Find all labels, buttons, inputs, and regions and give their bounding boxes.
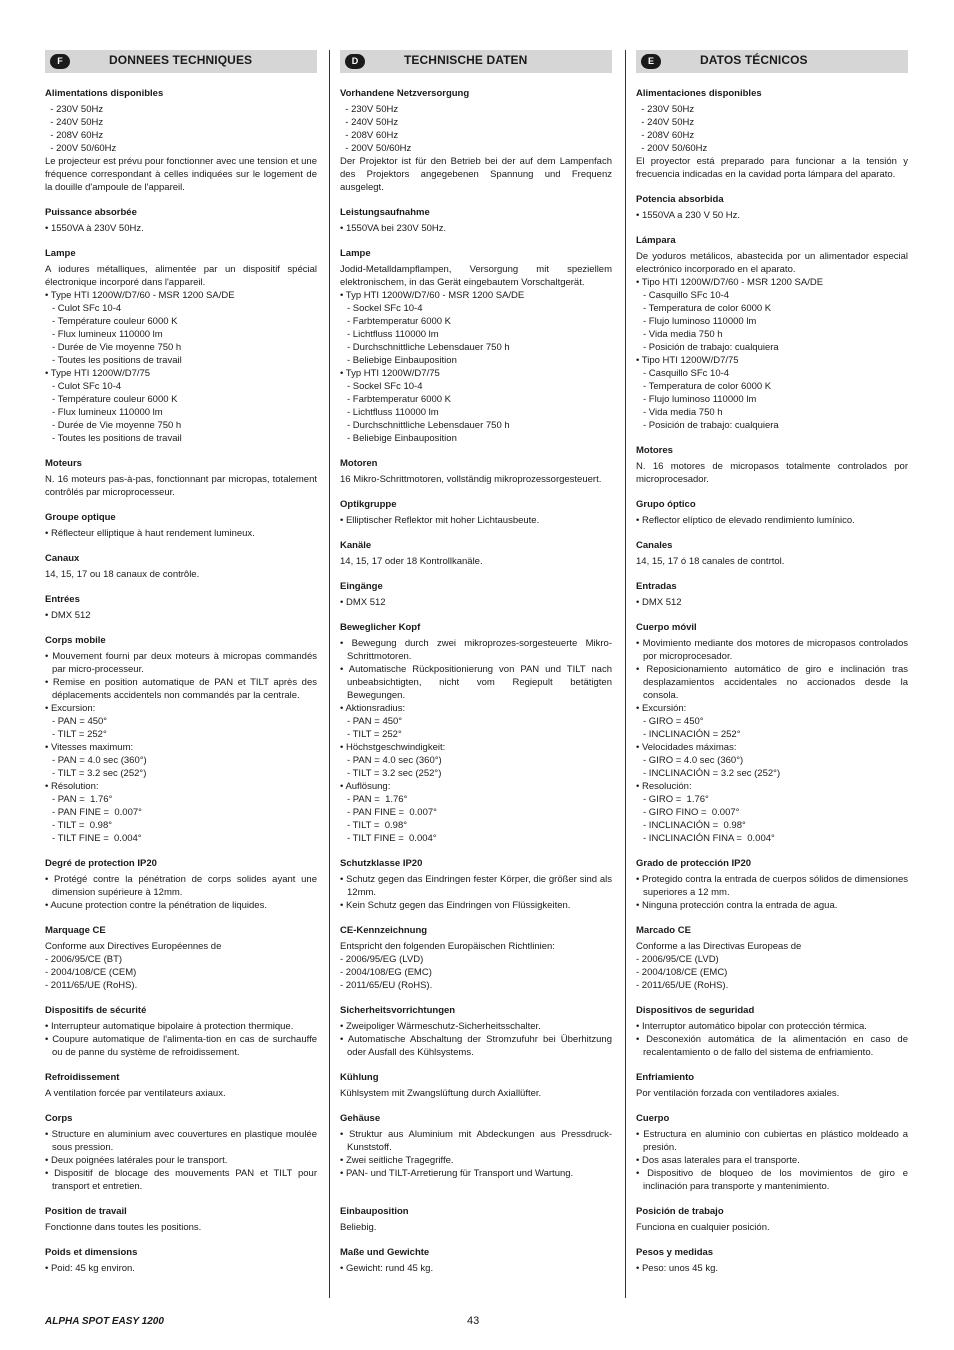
- spec-section-title: Lampe: [340, 248, 371, 259]
- spec-section-title: Vorhandene Netzversorgung: [340, 88, 470, 99]
- spec-section-title: Schutzklasse IP20: [340, 858, 423, 869]
- spec-text: Kühlsystem mit Zwangslüftung durch Axiallüfter.: [340, 1088, 542, 1099]
- bullet-item: • Desconexión automática de la alimentación en caso de recalentamiento o de fallo del sistema de enfriamiento.: [636, 1034, 908, 1058]
- bullet-item: • Dispositivo de bloqueo de los movimientos de giro e inclinación para transporte y mantenimiento.: [636, 1168, 908, 1192]
- spec-section: [636, 1071, 908, 1100]
- spec-section: [340, 621, 612, 845]
- column-divider-1: [329, 50, 330, 1298]
- spec-section: [636, 580, 908, 609]
- spec-section: [636, 444, 908, 486]
- spec-section: [636, 234, 908, 432]
- sub-item: - Farbtemperatur 6000 K: [347, 316, 452, 327]
- spec-text: - 240V 50Hz: [340, 117, 399, 128]
- bullet-item: • Vitesses maximum:: [45, 742, 134, 753]
- bullet-item: • Velocidades máximas:: [636, 742, 737, 753]
- bullet-item: • Bewegung durch zwei mikroprozes-sorgesteuerte Mikro-Schrittmotoren.: [340, 638, 612, 662]
- sub-item: - INCLINACIÓN = 252°: [643, 729, 741, 740]
- spec-section-title: Motores: [636, 445, 673, 456]
- sub-item: - Culot SFc 10-4: [52, 303, 122, 314]
- bullet-item: • Typ HTI 1200W/D7/60 - MSR 1200 SA/DE: [340, 290, 525, 301]
- spec-section: [636, 621, 908, 845]
- bullet-item: • Struktur aus Aluminium mit Abdeckungen aus Pressdruck-Kunststoff.: [340, 1129, 612, 1153]
- spec-text: - 2011/65/UE (RoHS).: [45, 980, 138, 991]
- spec-section: [340, 206, 612, 235]
- sub-item: - Temperatura de color 6000 K: [643, 303, 772, 314]
- spec-section: [636, 193, 908, 222]
- spec-section: [45, 1112, 317, 1193]
- sub-item: - TILT = 0.98°: [347, 820, 408, 831]
- spec-text: - 208V 60Hz: [45, 130, 104, 141]
- spec-section: [340, 247, 612, 445]
- sub-item: - Lichtfluss 110000 lm: [347, 407, 439, 418]
- bullet-item: • Excursión:: [636, 703, 687, 714]
- spec-section: [340, 1112, 612, 1193]
- sub-item: - TILT = 252°: [347, 729, 402, 740]
- spec-section-title: Kanäle: [340, 540, 372, 551]
- spec-section: [45, 1071, 317, 1100]
- spec-text: - 2004/108/EG (EMC): [340, 967, 432, 978]
- sub-item: - Sockel SFc 10-4: [347, 381, 423, 392]
- spec-text: Funciona en cualquier posición.: [636, 1222, 770, 1233]
- sub-item: - Temperatura de color 6000 K: [643, 381, 772, 392]
- sub-item: - TILT FINE = 0.004°: [347, 833, 437, 844]
- bullet-item: • Réflecteur elliptique à haut rendement lumineux.: [45, 528, 255, 539]
- spec-section-title: Corps mobile: [45, 635, 106, 646]
- spec-text: - 2011/65/EU (RoHS).: [340, 980, 433, 991]
- spec-section-title: Cuerpo: [636, 1113, 670, 1124]
- sub-item: - Culot SFc 10-4: [52, 381, 122, 392]
- spec-section-title: Moteurs: [45, 458, 82, 469]
- bullet-item: • Resolución:: [636, 781, 692, 792]
- bullet-item: • Gewicht: rund 45 kg.: [340, 1263, 434, 1274]
- spec-section-title: Marquage CE: [45, 925, 106, 936]
- sub-item: - TILT FINE = 0.004°: [52, 833, 142, 844]
- sub-item: - Vida media 750 h: [643, 407, 723, 418]
- spec-text: - 240V 50Hz: [45, 117, 104, 128]
- sub-item: - TILT = 3.2 sec (252°): [347, 768, 442, 779]
- spec-section: [45, 457, 317, 499]
- bullet-item: • DMX 512: [636, 597, 682, 608]
- spec-text: El proyector está preparado para funcionar a la tensión y frecuencia indicadas en la cavidad porta lámpara del aparato.: [636, 156, 908, 180]
- footer-product-name: ALPHA SPOT EASY 1200: [45, 1316, 164, 1327]
- bullet-item: • Movimiento mediante dos motores de micropasos controlados por microprocesador.: [636, 638, 908, 662]
- spec-section-title: Entradas: [636, 581, 677, 592]
- spec-section: [45, 634, 317, 845]
- spec-section: [45, 1004, 317, 1059]
- bullet-item: • DMX 512: [45, 610, 91, 621]
- spec-section-title: Puissance absorbée: [45, 207, 137, 218]
- spec-text: 14, 15, 17 oder 18 Kontrollkanäle.: [340, 556, 483, 567]
- bullet-item: • Tipo HTI 1200W/D7/75: [636, 355, 739, 366]
- bullet-item: • Remise en position automatique de PAN et TILT après des déplacements accidentels non commandés par la centrale.: [45, 677, 317, 701]
- sub-item: - PAN FINE = 0.007°: [347, 807, 437, 818]
- spec-section-title: Posición de trabajo: [636, 1206, 724, 1217]
- spec-text: Conforme aux Directives Européennes de: [45, 941, 222, 952]
- spec-section-title: Corps: [45, 1113, 73, 1124]
- sub-item: - Flux lumineux 110000 lm: [52, 329, 163, 340]
- spec-text: 16 Mikro-Schrittmotoren, vollständig mikroprozessorgesteuert.: [340, 474, 602, 485]
- bullet-item: • Type HTI 1200W/D7/60 - MSR 1200 SA/DE: [45, 290, 235, 301]
- bullet-item: • Typ HTI 1200W/D7/75: [340, 368, 440, 379]
- bullet-item: • DMX 512: [340, 597, 386, 608]
- spec-section: [45, 206, 317, 235]
- spec-section: [45, 87, 317, 194]
- spec-text: Der Projektor ist für den Betrieb bei der auf dem Lampenfach des Projektors angegebenen Spannung und Frequenz ausgelegt.: [340, 156, 612, 193]
- spec-text: - 200V 50/60Hz: [45, 143, 117, 154]
- bullet-item: • Interruptor automático bipolar con protección térmica.: [636, 1021, 867, 1032]
- page-number: 43: [467, 1315, 480, 1327]
- spec-text: - 208V 60Hz: [636, 130, 695, 141]
- spec-section: [636, 1246, 908, 1275]
- sub-item: - GIRO = 4.0 sec (360°): [643, 755, 744, 766]
- spec-section: [340, 498, 612, 527]
- sub-item: - Vida media 750 h: [643, 329, 723, 340]
- bullet-item: • Kein Schutz gegen das Eindringen von Flüssigkeiten.: [340, 900, 571, 911]
- sub-item: - TILT = 252°: [52, 729, 107, 740]
- bullet-item: • Protégé contre la pénétration de corps solides ayant une dimension supérieure à 12mm.: [45, 874, 317, 898]
- spec-section-title: Beweglicher Kopf: [340, 622, 421, 633]
- bullet-item: • Protegido contra la entrada de cuerpos sólidos de dimensiones superiores a 12 mm.: [636, 874, 908, 898]
- sub-item: - Durée de Vie moyenne 750 h: [52, 420, 182, 431]
- spec-section-title: Position de travail: [45, 1206, 127, 1217]
- spec-text: Conforme a las Directivas Europeas de: [636, 941, 802, 952]
- spec-section: [45, 247, 317, 445]
- sub-item: - TILT = 0.98°: [52, 820, 113, 831]
- spec-section: [45, 552, 317, 581]
- bullet-item: • Mouvement fourni par deux moteurs à micropas commandés par micro-processeur.: [45, 651, 317, 675]
- spec-section-title: Kühlung: [340, 1072, 379, 1083]
- sub-item: - PAN = 1.76°: [347, 794, 408, 805]
- spec-section: [636, 1205, 908, 1234]
- bullet-item: • Reflector elíptico de elevado rendimiento lumínico.: [636, 515, 855, 526]
- spec-section: [636, 1112, 908, 1193]
- bullet-item: • Schutz gegen das Eindringen fester Körper, die größer sind als 12mm.: [340, 874, 612, 898]
- header-title: DONNEES TECHNIQUES: [109, 53, 253, 67]
- bullet-item: • Type HTI 1200W/D7/75: [45, 368, 151, 379]
- bullet-item: • Zwei seitliche Tragegriffe.: [340, 1155, 454, 1166]
- spec-text: Le projecteur est prévu pour fonctionner avec une tension et une fréquence correspondant à celles indiquées sur le logement de la douille d'ampoule de l'appareil.: [45, 156, 317, 193]
- sub-item: - Toutes les positions de travail: [52, 433, 182, 444]
- sub-item: - Durchschnittliche Lebensdauer 750 h: [347, 420, 510, 431]
- spec-section: [45, 593, 317, 622]
- spec-text: Entspricht den folgenden Europäischen Richtlinien:: [340, 941, 555, 952]
- spec-text: A ventilation forcée par ventilateurs axiaux.: [45, 1088, 226, 1099]
- spec-text: [340, 1180, 612, 1193]
- sub-item: - Casquillo SFc 10-4: [643, 290, 730, 301]
- spec-section-title: Dispositivos de seguridad: [636, 1005, 755, 1016]
- spec-section-title: Groupe optique: [45, 512, 116, 523]
- spec-section-title: CE-Kennzeichnung: [340, 925, 428, 936]
- bullet-item: • Résolution:: [45, 781, 99, 792]
- spec-section-title: Potencia absorbida: [636, 194, 724, 205]
- spec-section-title: Cuerpo móvil: [636, 622, 697, 633]
- sub-item: - INCLINACIÓN = 3.2 sec (252°): [643, 768, 781, 779]
- bullet-item: • Structure en aluminium avec couvertures en plastique moulée sous pression.: [45, 1129, 317, 1153]
- spec-text: - 2006/95/CE (LVD): [636, 954, 719, 965]
- bullet-item: • Dos asas laterales para el transporte.: [636, 1155, 800, 1166]
- spec-section-title: Gehäuse: [340, 1113, 381, 1124]
- bullet-item: • 1550VA a 230 V 50 Hz.: [636, 210, 741, 221]
- spec-section-title: Grado de protección IP20: [636, 858, 752, 869]
- sub-item: - Beliebige Einbauposition: [347, 355, 457, 366]
- sub-item: - PAN = 450°: [347, 716, 403, 727]
- spec-text: Por ventilación forzada con ventiladores axiales.: [636, 1088, 840, 1099]
- spec-section: [636, 857, 908, 912]
- spec-text: De yoduros metálicos, abastecida por un alimentador especial electrónico incorporado en el aparato.: [636, 251, 908, 275]
- sub-item: - PAN = 1.76°: [52, 794, 113, 805]
- spec-section: [340, 539, 612, 568]
- spec-section-title: Leistungsaufnahme: [340, 207, 430, 218]
- header-title: DATOS TÉCNICOS: [700, 53, 808, 67]
- bullet-item: • Deux poignées latérales pour le transport.: [45, 1155, 228, 1166]
- spec-section: [340, 1205, 612, 1234]
- bullet-item: • Excursion:: [45, 703, 96, 714]
- bullet-item: • Aktionsradius:: [340, 703, 406, 714]
- column-french: [45, 50, 317, 1287]
- spec-section-title: Alimentations disponibles: [45, 88, 164, 99]
- sub-item: - Flujo luminoso 110000 lm: [643, 316, 757, 327]
- sub-item: - PAN = 450°: [52, 716, 108, 727]
- spec-section: [340, 1071, 612, 1100]
- spec-text: - 2011/65/UE (RoHS).: [636, 980, 729, 991]
- spec-section: [636, 498, 908, 527]
- spec-text: Jodid-Metalldampflampen, Versorgung mit speziellem elektronischem, in das Gerät eingebautem Vorschaltgerät.: [340, 264, 612, 288]
- spec-section-title: Marcado CE: [636, 925, 691, 936]
- spec-section: [45, 924, 317, 992]
- sub-item: - Lichtfluss 110000 lm: [347, 329, 439, 340]
- sub-item: - Température couleur 6000 K: [52, 394, 178, 405]
- bullet-item: • Auflösung:: [340, 781, 391, 792]
- spec-section-title: Sicherheitsvorrichtungen: [340, 1005, 456, 1016]
- spec-section-title: Degré de protection IP20: [45, 858, 157, 869]
- spec-text: - 200V 50/60Hz: [340, 143, 412, 154]
- sub-item: - GIRO FINO = 0.007°: [643, 807, 740, 818]
- language-badge: E: [641, 54, 661, 69]
- sub-item: - GIRO = 450°: [643, 716, 704, 727]
- language-badge: D: [345, 54, 365, 69]
- spec-section-title: Einbauposition: [340, 1206, 409, 1217]
- bullet-item: • Dispositif de blocage des mouvements PAN et TILT pour transport et entretien.: [45, 1168, 317, 1192]
- sub-item: - INCLINACIÓN = 0.98°: [643, 820, 746, 831]
- bullet-item: • Peso: unos 45 kg.: [636, 1263, 719, 1274]
- spec-section: [45, 511, 317, 540]
- spec-text: 14, 15, 17 ó 18 canales de contrtol.: [636, 556, 785, 567]
- sub-item: - Toutes les positions de travail: [52, 355, 182, 366]
- column-divider-2: [625, 50, 626, 1298]
- spec-section: [340, 857, 612, 912]
- spec-section: [45, 1246, 317, 1275]
- spec-section-title: Enfriamiento: [636, 1072, 695, 1083]
- sub-item: - PAN = 4.0 sec (360°): [52, 755, 147, 766]
- spec-text: - 230V 50Hz: [340, 104, 399, 115]
- bullet-item: • Automatische Abschaltung der Stromzufuhr bei Überhitzung oder Ausfall des Kühlsystems.: [340, 1034, 612, 1058]
- spec-section-title: Refroidissement: [45, 1072, 120, 1083]
- bullet-item: • Zweipoliger Wärmeschutz-Sicherheitsschalter.: [340, 1021, 541, 1032]
- spec-section: [340, 924, 612, 992]
- sub-item: - Posición de trabajo: cualquiera: [643, 342, 779, 353]
- section-header: [45, 50, 317, 73]
- spec-section: [636, 87, 908, 181]
- sub-item: - Posición de trabajo: cualquiera: [643, 420, 779, 431]
- sub-item: - INCLINACIÓN FINA = 0.004°: [643, 833, 775, 844]
- spec-text: N. 16 motores de micropasos totalmente controlados por microprocesador.: [636, 461, 908, 485]
- spec-section-title: Entrées: [45, 594, 80, 605]
- bullet-item: • Höchstgeschwindigkeit:: [340, 742, 446, 753]
- spec-section-title: Grupo óptico: [636, 499, 696, 510]
- spec-section: [636, 539, 908, 568]
- spec-section: [340, 87, 612, 194]
- section-header: [340, 50, 612, 73]
- spec-section-title: Lámpara: [636, 235, 676, 246]
- sub-item: - Durchschnittliche Lebensdauer 750 h: [347, 342, 510, 353]
- spec-text: - 230V 50Hz: [45, 104, 104, 115]
- bullet-item: • Reposicionamiento automático de giro e inclinación tras desplazamientos accidentales no accionados desde la consola.: [636, 664, 908, 701]
- spec-text: - 230V 50Hz: [636, 104, 695, 115]
- spec-section-title: Lampe: [45, 248, 76, 259]
- spec-text: Beliebig.: [340, 1222, 377, 1233]
- bullet-item: • Elliptischer Reflektor mit hoher Lichtausbeute.: [340, 515, 540, 526]
- spec-text: - 240V 50Hz: [636, 117, 695, 128]
- sub-item: - PAN = 4.0 sec (360°): [347, 755, 442, 766]
- spec-section: [45, 1205, 317, 1234]
- spec-section-title: Pesos y medidas: [636, 1247, 714, 1258]
- spec-section: [340, 580, 612, 609]
- bullet-item: • Automatische Rückpositionierung von PAN und TILT nach unbeabsichtigten, nicht vom Regiepult betätigten Bewegungen.: [340, 664, 612, 701]
- spec-text: - 208V 60Hz: [340, 130, 399, 141]
- bullet-item: • Poid: 45 kg environ.: [45, 1263, 135, 1274]
- spec-section: [340, 1246, 612, 1275]
- bullet-item: • Aucune protection contre la pénétration de liquides.: [45, 900, 267, 911]
- spec-section: [45, 857, 317, 912]
- sub-item: - Durée de Vie moyenne 750 h: [52, 342, 182, 353]
- spec-text: N. 16 moteurs pas-à-pas, fonctionnant par micropas, totalement contrôlés par microprocesseur.: [45, 474, 317, 498]
- column-spanish: [636, 50, 908, 1287]
- spec-text: - 2004/108/CE (EMC): [636, 967, 728, 978]
- bullet-item: • 1550VA bei 230V 50Hz.: [340, 223, 447, 234]
- spec-text: - 2006/95/CE (BT): [45, 954, 123, 965]
- spec-text: 14, 15, 17 ou 18 canaux de contrôle.: [45, 569, 200, 580]
- bullet-item: • Interrupteur automatique bipolaire à protection thermique.: [45, 1021, 294, 1032]
- spec-section-title: Maße und Gewichte: [340, 1247, 430, 1258]
- spec-section-title: Canaux: [45, 553, 80, 564]
- sub-item: - GIRO = 1.76°: [643, 794, 709, 805]
- spec-text: - 2004/108/CE (CEM): [45, 967, 137, 978]
- spec-section-title: Dispositifs de sécurité: [45, 1005, 147, 1016]
- section-header: [636, 50, 908, 73]
- spec-section: [340, 457, 612, 486]
- spec-section: [636, 924, 908, 992]
- spec-section-title: Optikgruppe: [340, 499, 397, 510]
- spec-text: - 2006/95/EG (LVD): [340, 954, 424, 965]
- bullet-item: • Tipo HTI 1200W/D7/60 - MSR 1200 SA/DE: [636, 277, 824, 288]
- sub-item: - Beliebige Einbauposition: [347, 433, 457, 444]
- spec-section-title: Motoren: [340, 458, 378, 469]
- spec-text: - 200V 50/60Hz: [636, 143, 708, 154]
- language-badge: F: [50, 54, 70, 69]
- spec-section-title: Poids et dimensions: [45, 1247, 138, 1258]
- bullet-item: • Estructura en aluminio con cubiertas en plástico moldeado a presión.: [636, 1129, 908, 1153]
- sub-item: - Flux lumineux 110000 lm: [52, 407, 163, 418]
- sub-item: - Casquillo SFc 10-4: [643, 368, 730, 379]
- bullet-item: • Ninguna protección contra la entrada de agua.: [636, 900, 838, 911]
- sub-item: - Température couleur 6000 K: [52, 316, 178, 327]
- sub-item: - PAN FINE = 0.007°: [52, 807, 142, 818]
- bullet-item: • Coupure automatique de l'alimenta-tion en cas de surchauffe ou de panne du système de refroidissement.: [45, 1034, 317, 1058]
- bullet-item: • PAN- und TILT-Arretierung für Transport und Wartung.: [340, 1168, 574, 1179]
- sub-item: - TILT = 3.2 sec (252°): [52, 768, 147, 779]
- spec-section: [636, 1004, 908, 1059]
- sub-item: - Farbtemperatur 6000 K: [347, 394, 452, 405]
- sub-item: - Flujo luminoso 110000 lm: [643, 394, 757, 405]
- spec-text: Fonctionne dans toutes les positions.: [45, 1222, 202, 1233]
- bullet-item: • 1550VA à 230V 50Hz.: [45, 223, 144, 234]
- spec-section: [340, 1004, 612, 1059]
- spec-text: A iodures métalliques, alimentée par un dispositif spécial électronique incorporé dans l'appareil.: [45, 264, 317, 288]
- column-german: [340, 50, 612, 1287]
- spec-section-title: Canales: [636, 540, 673, 551]
- spec-section-title: Eingänge: [340, 581, 383, 592]
- spec-section-title: Alimentaciones disponibles: [636, 88, 762, 99]
- sub-item: - Sockel SFc 10-4: [347, 303, 423, 314]
- header-title: TECHNISCHE DATEN: [404, 53, 528, 67]
